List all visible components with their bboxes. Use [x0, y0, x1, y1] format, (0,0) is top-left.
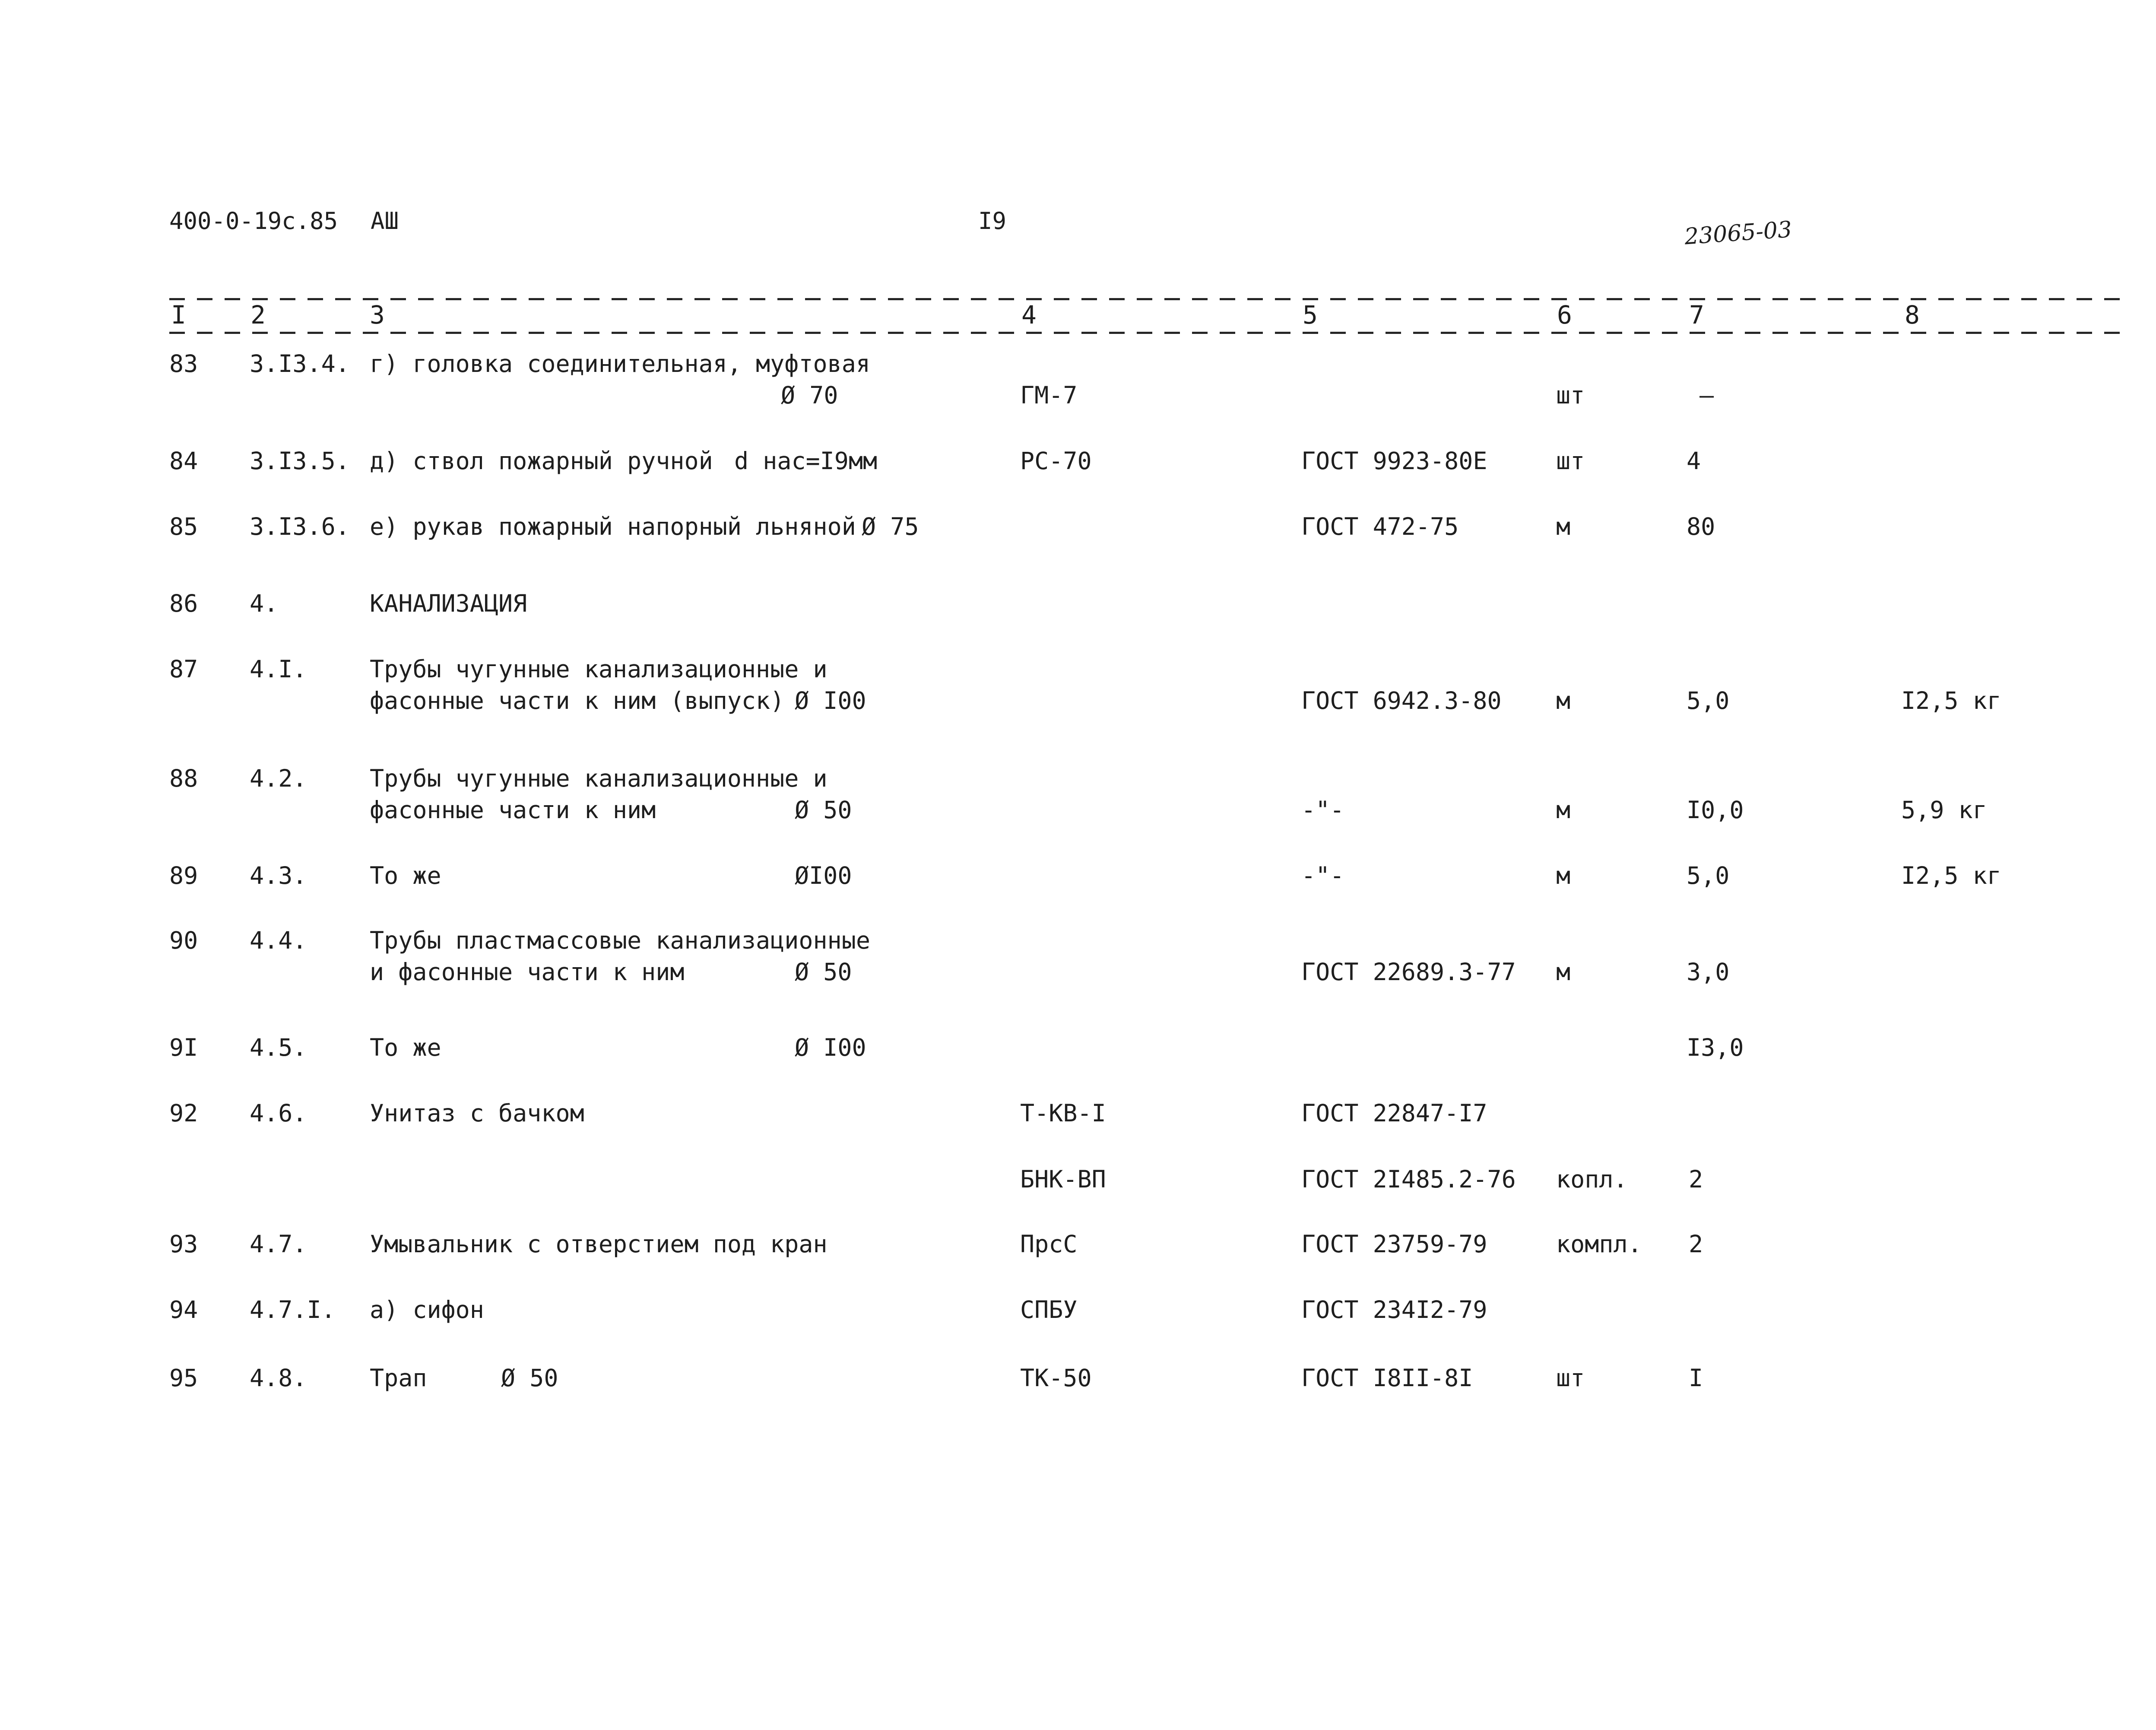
row-number: 94: [169, 1296, 198, 1324]
row-number: 90: [169, 927, 198, 954]
item-name: Умывальник с отверстием под кран: [370, 1230, 828, 1258]
item-name: То же: [370, 862, 441, 889]
item-mark: ПрсС: [1020, 1230, 1078, 1258]
item-unit: м: [1556, 958, 1571, 986]
row-number: 84: [169, 447, 198, 475]
item-code: 4.I.: [250, 655, 307, 683]
header-rule-bottom: [169, 332, 2121, 334]
column-number-4: 4: [1018, 302, 1040, 327]
item-mark: БНК-ВП: [1020, 1165, 1106, 1193]
row-number: 92: [169, 1099, 198, 1127]
item-name: а) сифон: [370, 1296, 484, 1324]
column-number-2: 2: [247, 302, 269, 327]
column-number-3: 3: [366, 302, 388, 327]
item-code: 3.I3.5.: [250, 447, 350, 475]
item-code: 4.7.: [250, 1230, 307, 1258]
item-code: 4.2.: [250, 765, 307, 792]
item-mark: ГМ-7: [1020, 381, 1078, 409]
item-name-continued: фасонные части к ним: [370, 796, 656, 824]
item-mass: I2,5 кг: [1901, 862, 2001, 889]
item-unit: шт: [1556, 447, 1585, 475]
item-standard: ГОСТ 2I485.2-76: [1301, 1165, 1516, 1193]
item-quantity: 5,0: [1687, 687, 1730, 714]
column-number-1: I: [168, 302, 190, 327]
item-mark: Т-КВ-I: [1020, 1099, 1106, 1127]
item-mass: I2,5 кг: [1901, 687, 2001, 714]
item-code: 4.3.: [250, 862, 307, 889]
item-quantity: 4: [1687, 447, 1701, 475]
item-name: Трубы пластмассовые канализационные: [370, 927, 870, 954]
item-code: 4.: [250, 590, 279, 617]
item-code: 3.I3.4.: [250, 350, 350, 378]
item-unit: м: [1556, 687, 1571, 714]
row-number: 9I: [169, 1034, 198, 1061]
column-number-5: 5: [1299, 302, 1321, 327]
item-name: г) головка соединительная, муфтовая: [370, 350, 870, 378]
item-code: 4.4.: [250, 927, 307, 954]
item-unit: м: [1556, 513, 1571, 540]
item-quantity: 2: [1689, 1230, 1703, 1258]
row-number: 93: [169, 1230, 198, 1258]
item-diameter: Ø I00: [795, 687, 866, 714]
item-unit: шт: [1556, 1364, 1585, 1392]
item-name: е) рукав пожарный напорный льняной: [370, 513, 856, 540]
item-standard: ГОСТ 9923-80Е: [1301, 447, 1487, 475]
row-number: 86: [169, 590, 198, 617]
item-name: Трап: [370, 1364, 427, 1392]
item-mark: РС-70: [1020, 447, 1092, 475]
item-quantity: I0,0: [1687, 796, 1744, 824]
item-quantity: 2: [1689, 1165, 1703, 1193]
row-number: 89: [169, 862, 198, 889]
item-quantity: 3,0: [1687, 958, 1730, 986]
item-diameter: Ø 50: [795, 796, 852, 824]
item-name-continued: фасонные части к ним (выпуск): [370, 687, 785, 714]
item-diameter: Ø 70: [781, 381, 838, 409]
item-mark: СПБУ: [1020, 1296, 1078, 1324]
item-code: 4.8.: [250, 1364, 307, 1392]
item-diameter: Ø 50: [501, 1364, 558, 1392]
item-code: 4.5.: [250, 1034, 307, 1061]
document-code: 400-0-19c.85: [169, 207, 338, 235]
handwritten-number: 23065-03: [1684, 216, 1793, 250]
item-name: д) ствол пожарный ручной: [370, 447, 713, 475]
column-number-7: 7: [1686, 302, 1708, 327]
item-name: Трубы чугунные канализационные и: [370, 655, 828, 683]
item-standard: ГОСТ 234I2-79: [1301, 1296, 1487, 1324]
row-number: 95: [169, 1364, 198, 1392]
item-standard: ГОСТ I8II-8I: [1301, 1364, 1473, 1392]
row-number: 83: [169, 350, 198, 378]
item-quantity: 5,0: [1687, 862, 1730, 889]
item-mark: ТК-50: [1020, 1364, 1092, 1392]
page-number: I9: [978, 207, 1007, 235]
item-diameter: Ø I00: [795, 1034, 866, 1061]
item-name: Унитаз с бачком: [370, 1099, 584, 1127]
row-number: 85: [169, 513, 198, 540]
item-name: Трубы чугунные канализационные и: [370, 765, 828, 792]
item-standard: ГОСТ 6942.3-80: [1301, 687, 1502, 714]
item-unit: компл.: [1556, 1230, 1642, 1258]
item-name: То же: [370, 1034, 441, 1061]
item-unit: копл.: [1556, 1165, 1628, 1193]
item-diameter: Ø 75: [862, 513, 919, 540]
item-standard: -"-: [1301, 862, 1344, 889]
item-diameter: Ø 50: [795, 958, 852, 986]
item-diameter: ØI00: [795, 862, 852, 889]
item-standard: ГОСТ 23759-79: [1301, 1230, 1487, 1258]
column-number-6: 6: [1554, 302, 1576, 327]
row-number: 87: [169, 655, 198, 683]
item-unit: шт: [1556, 381, 1585, 409]
item-standard: -"-: [1301, 796, 1344, 824]
item-quantity: I3,0: [1687, 1034, 1744, 1061]
section-code: АШ: [371, 207, 399, 235]
item-standard: ГОСТ 22689.3-77: [1301, 958, 1516, 986]
item-mass: 5,9 кг: [1901, 796, 1987, 824]
item-name-continued: и фасонные части к ним: [370, 958, 685, 986]
item-standard: ГОСТ 472-75: [1301, 513, 1459, 540]
header-rule-top: [169, 298, 2121, 300]
item-quantity: 80: [1687, 513, 1715, 540]
item-code: 3.I3.6.: [250, 513, 350, 540]
row-number: 88: [169, 765, 198, 792]
item-unit: м: [1556, 796, 1571, 824]
item-note: d нас=I9мм: [734, 447, 878, 475]
item-standard: ГОСТ 22847-I7: [1301, 1099, 1487, 1127]
item-unit: м: [1556, 862, 1571, 889]
column-number-8: 8: [1901, 302, 1923, 327]
item-quantity: –: [1699, 381, 1714, 409]
section-heading: КАНАЛИЗАЦИЯ: [370, 590, 527, 617]
item-code: 4.6.: [250, 1099, 307, 1127]
item-code: 4.7.I.: [250, 1296, 336, 1324]
item-quantity: I: [1689, 1364, 1703, 1392]
